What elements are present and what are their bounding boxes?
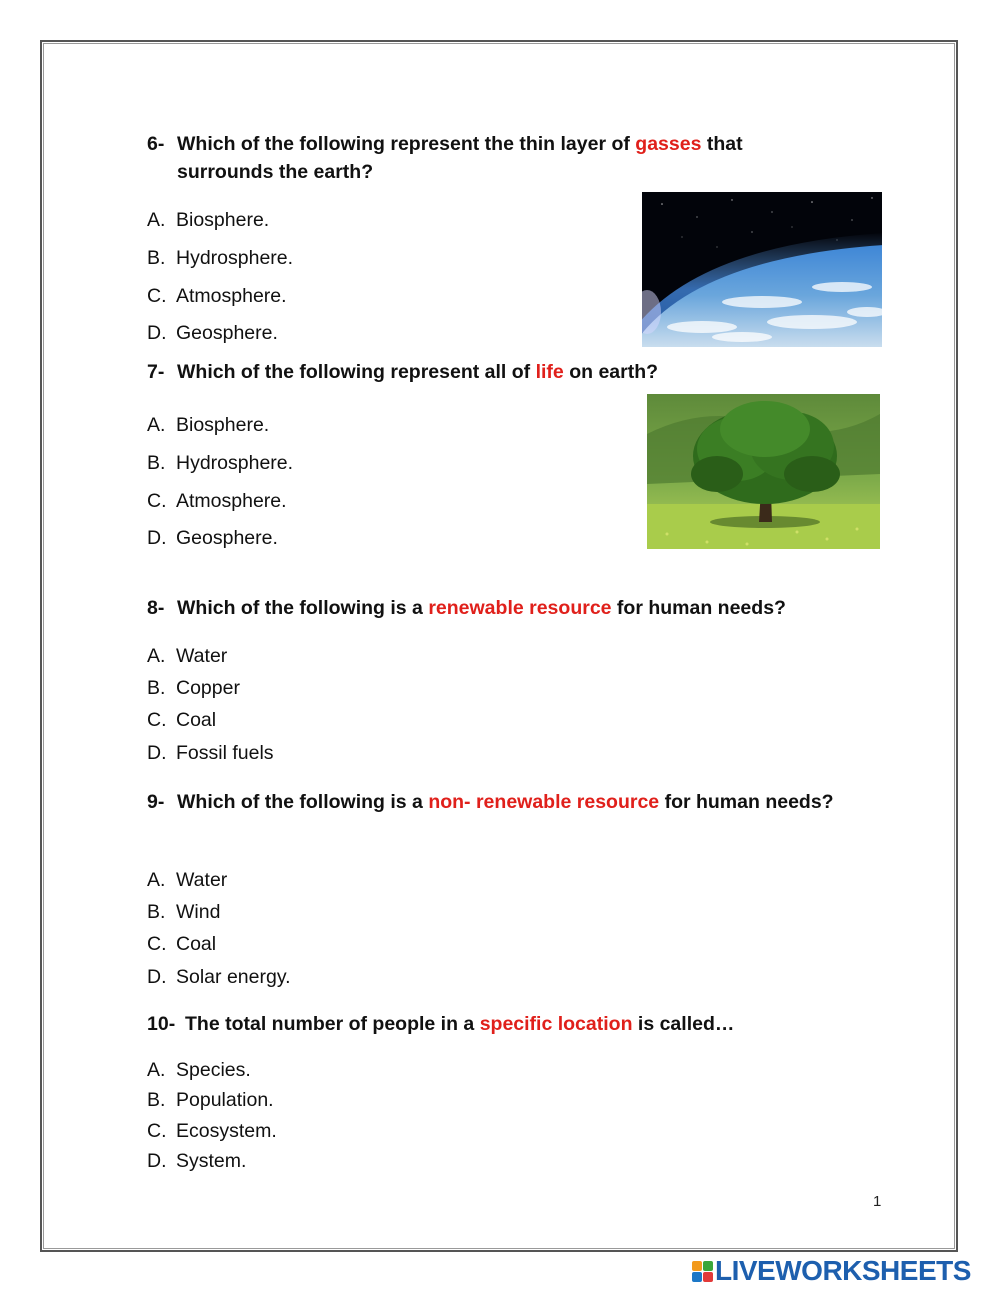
option-6c[interactable] (147, 285, 287, 308)
option-text: Coal (176, 933, 217, 955)
option-9b[interactable] (147, 901, 220, 924)
question-text: Which of the following represent the thin layer of (177, 133, 636, 155)
option-text: Solar energy. (176, 966, 291, 988)
option-letter: B. (147, 901, 166, 923)
option-6a[interactable] (147, 209, 269, 232)
option-letter: A. (147, 869, 166, 891)
question-highlight: gasses (635, 133, 702, 155)
option-7b[interactable] (147, 452, 293, 475)
option-7c[interactable] (147, 490, 287, 513)
option-text: Coal (176, 709, 217, 731)
option-text: Biosphere. (176, 414, 270, 436)
option-text: Copper (176, 677, 240, 699)
option-9c[interactable] (147, 933, 216, 956)
question-text: The total number of people in a (185, 1013, 480, 1035)
question-number: 8- (147, 597, 165, 619)
question-9 (147, 786, 847, 818)
option-letter: C. (147, 1120, 167, 1142)
option-7d[interactable] (147, 527, 278, 550)
question-text: Which of the following is a (177, 597, 429, 619)
option-text: Geosphere. (176, 527, 278, 549)
option-letter: C. (147, 490, 167, 512)
question-8 (147, 594, 847, 622)
page-number: 1 (873, 1193, 882, 1210)
tree-image (647, 394, 880, 549)
option-text: Fossil fuels (176, 742, 274, 764)
question-text: Which of the following is a (177, 791, 429, 813)
option-9a[interactable] (147, 869, 227, 892)
question-highlight: life (535, 361, 564, 383)
option-letter: A. (147, 209, 166, 231)
option-text: Atmosphere. (176, 285, 287, 307)
option-text: Geosphere. (176, 322, 278, 344)
question-number: 7- (147, 361, 165, 383)
option-letter: D. (147, 322, 167, 344)
option-8a[interactable] (147, 645, 227, 668)
option-text: Water (176, 645, 228, 667)
option-letter: C. (147, 709, 167, 731)
question-number: 10- (147, 1013, 176, 1035)
question-highlight: non- renewable resource (428, 791, 660, 813)
option-text: Hydrosphere. (176, 452, 294, 474)
option-text: System. (176, 1150, 247, 1172)
option-letter: D. (147, 527, 167, 549)
option-letter: B. (147, 247, 166, 269)
option-letter: A. (147, 1059, 166, 1081)
question-highlight: renewable resource (428, 597, 612, 619)
question-text: Which of the following represent all of (177, 361, 536, 383)
option-text: Biosphere. (176, 209, 270, 231)
question-10 (147, 1010, 847, 1038)
option-letter: C. (147, 285, 167, 307)
option-text: Water (176, 869, 228, 891)
option-8d[interactable] (147, 742, 274, 765)
option-7a[interactable] (147, 414, 269, 437)
option-letter: D. (147, 966, 167, 988)
question-highlight: specific location (479, 1013, 633, 1035)
question-7 (147, 358, 847, 386)
question-number: 9- (147, 791, 165, 813)
option-text: Ecosystem. (176, 1120, 277, 1142)
option-text: Hydrosphere. (176, 247, 294, 269)
earth-atmosphere-image (642, 192, 882, 347)
option-letter: A. (147, 414, 166, 436)
question-6 (147, 130, 847, 186)
option-letter: B. (147, 677, 166, 699)
logo-text: LIVEWORKSHEETS (715, 1255, 971, 1286)
option-10b[interactable] (147, 1089, 274, 1112)
option-8b[interactable] (147, 677, 240, 700)
option-letter: C. (147, 933, 167, 955)
option-10d[interactable] (147, 1150, 246, 1173)
option-6d[interactable] (147, 322, 278, 345)
option-9d[interactable] (147, 966, 291, 989)
option-10a[interactable] (147, 1059, 251, 1082)
liveworksheets-logo[interactable] (692, 1254, 971, 1288)
option-letter: D. (147, 742, 167, 764)
option-text: Population. (176, 1089, 274, 1111)
question-text-end: is called… (632, 1013, 735, 1035)
option-text: Atmosphere. (176, 490, 287, 512)
question-text-end: for human needs? (611, 597, 786, 619)
question-text-end: on earth? (563, 361, 659, 383)
option-10c[interactable] (147, 1120, 277, 1143)
option-text: Species. (176, 1059, 251, 1081)
option-6b[interactable] (147, 247, 293, 270)
question-text-end: for human needs? (659, 791, 834, 813)
option-letter: A. (147, 645, 166, 667)
option-8c[interactable] (147, 709, 216, 732)
option-letter: B. (147, 452, 166, 474)
question-text-end: that surrounds the earth? (177, 133, 743, 183)
option-text: Wind (176, 901, 221, 923)
logo-grid-icon (692, 1261, 713, 1282)
question-number: 6- (147, 133, 165, 155)
option-letter: D. (147, 1150, 167, 1172)
option-letter: B. (147, 1089, 166, 1111)
